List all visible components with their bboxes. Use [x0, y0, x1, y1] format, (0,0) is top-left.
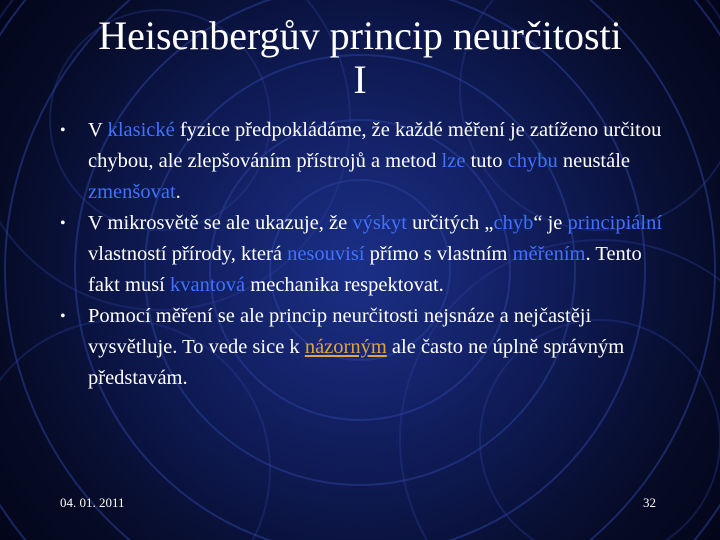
title-line-2: I — [353, 57, 367, 102]
highlighted-term: lze — [441, 150, 466, 172]
bullet-text: . — [175, 181, 181, 203]
bullet-text: mechanika respektovat. — [245, 274, 444, 296]
bullet-item — [60, 115, 670, 208]
highlighted-term: chyb — [493, 212, 534, 234]
bullet-icon: • — [60, 308, 66, 325]
bullet-text: neustále — [557, 150, 631, 172]
bullet-text: tuto — [465, 150, 508, 172]
highlighted-term: chybu — [507, 150, 558, 172]
highlighted-term: nesouvisí — [287, 243, 365, 265]
footer-date: 04. 01. 2011 — [60, 495, 125, 510]
bullet-item — [60, 301, 670, 394]
highlighted-term: zmenšovat — [88, 181, 176, 203]
highlighted-term: principiální — [567, 212, 663, 234]
title-line-1: Heisenbergův princip neurčitosti — [98, 13, 622, 58]
bullet-text: vlastností přírody, která — [88, 243, 288, 265]
bullet-list — [60, 115, 670, 394]
highlighted-term: klasické — [107, 119, 175, 141]
slide-number: 32 — [643, 495, 656, 510]
highlighted-term: měřením — [512, 243, 586, 265]
slide-title — [40, 14, 680, 102]
highlighted-term: výskyt — [352, 212, 407, 234]
bullet-icon: • — [60, 215, 66, 232]
bullet-text: ale často ne úplně správným představám. — [88, 336, 625, 389]
hyperlink[interactable]: názorným — [304, 336, 387, 358]
bullet-icon: • — [60, 122, 66, 139]
bullet-text: . Tento fakt musí — [88, 243, 642, 296]
bullet-text: určitých „ — [407, 212, 494, 234]
highlighted-term: kvantová — [170, 274, 246, 296]
bullet-text: fyzice předpokládáme, že každé měření je zatíženo určitou chybou, ale zlepšováním přístrojů a metod — [88, 119, 662, 172]
bullet-item — [60, 208, 670, 301]
bullet-text: V — [88, 119, 108, 141]
bullet-text: “ je — [533, 212, 568, 234]
bullet-text: přímo s vlastním — [364, 243, 513, 265]
bullet-text: V mikrosvětě se ale ukazuje, že — [88, 212, 353, 234]
bullet-text: Pomocí měření se ale princip neurčitosti nejsnáze a nejčastěji vysvětluje. To vede sice k — [88, 305, 592, 358]
